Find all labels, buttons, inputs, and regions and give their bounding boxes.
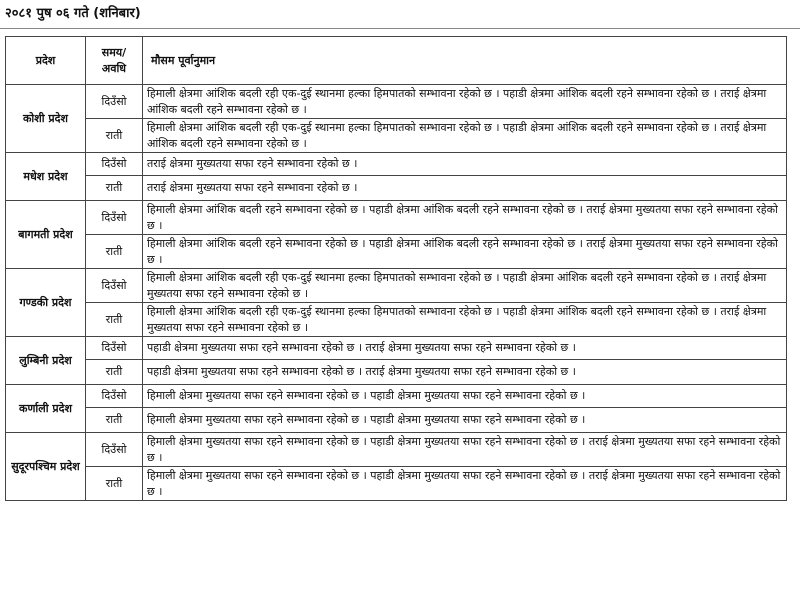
forecast-text: तराई क्षेत्रमा मुख्यतया सफा रहने सम्भावना रहेको छ । — [143, 176, 787, 201]
forecast-text: हिमाली क्षेत्रमा आंशिक बदली रही एक-दुई स्थानमा हल्का हिमपातको सम्भावना रहेको छ । पहाडी क्षेत्रमा आंशिक बदली रहने सम्भावना रहेको छ । तराई क्षेत्रमा मुख्यतया सफा रहने सम्भावना रहेको छ । — [143, 303, 787, 337]
period-label-day: दिउँसो — [86, 337, 143, 360]
period-label-day: दिउँसो — [86, 153, 143, 176]
forecast-text: हिमाली क्षेत्रमा आंशिक बदली रहने सम्भावना रहेको छ । पहाडी क्षेत्रमा आंशिक बदली रहने सम्भावना रहेको छ । तराई क्षेत्रमा मुख्यतया सफा रहने सम्भावना रहेको छ । — [143, 201, 787, 235]
province-name: मधेश प्रदेश — [6, 153, 86, 201]
forecast-text: हिमाली क्षेत्रमा आंशिक बदली रही एक-दुई स्थानमा हल्का हिमपातको सम्भावना रहेको छ । पहाडी क्षेत्रमा आंशिक बदली रहने सम्भावना रहेको छ । तराई क्षेत्रमा मुख्यतया सफा रहने सम्भावना रहेको छ । — [143, 269, 787, 303]
forecast-table — [5, 36, 787, 501]
forecast-text: हिमाली क्षेत्रमा मुख्यतया सफा रहने सम्भावना रहेको छ । पहाडी क्षेत्रमा मुख्यतया सफा रहने सम्भावना रहेको छ । — [143, 408, 787, 433]
forecast-text: हिमाली क्षेत्रमा मुख्यतया सफा रहने सम्भावना रहेको छ । पहाडी क्षेत्रमा मुख्यतया सफा रहने सम्भावना रहेको छ । तराई क्षेत्रमा मुख्यतया सफा रहने सम्भावना रहेको छ । — [143, 467, 787, 501]
period-label-night: राती — [86, 303, 143, 337]
period-label-day: दिउँसो — [86, 201, 143, 235]
table-row — [6, 303, 787, 337]
period-label-day: दिउँसो — [86, 433, 143, 467]
province-name: बागमती प्रदेश — [6, 201, 86, 269]
period-label-day: दिउँसो — [86, 269, 143, 303]
forecast-text: हिमाली क्षेत्रमा आंशिक बदली रही एक-दुई स्थानमा हल्का हिमपातको सम्भावना रहेको छ । पहाडी क्षेत्रमा आंशिक बदली रहने सम्भावना रहेको छ । तराई क्षेत्रमा आंशिक बदली रहने सम्भावना रहेको छ । — [143, 85, 787, 119]
table-row — [6, 433, 787, 467]
period-label-night: राती — [86, 119, 143, 153]
table-row — [6, 337, 787, 360]
forecast-text: हिमाली क्षेत्रमा मुख्यतया सफा रहने सम्भावना रहेको छ । पहाडी क्षेत्रमा मुख्यतया सफा रहने सम्भावना रहेको छ । तराई क्षेत्रमा मुख्यतया सफा रहने सम्भावना रहेको छ । — [143, 433, 787, 467]
province-name: गण्डकी प्रदेश — [6, 269, 86, 337]
table-row — [6, 360, 787, 385]
table-row — [6, 119, 787, 153]
table-header-row — [6, 37, 787, 85]
forecast-text: तराई क्षेत्रमा मुख्यतया सफा रहने सम्भावना रहेको छ । — [143, 153, 787, 176]
province-name: कोशी प्रदेश — [6, 85, 86, 153]
forecast-text: पहाडी क्षेत्रमा मुख्यतया सफा रहने सम्भावना रहेको छ । तराई क्षेत्रमा मुख्यतया सफा रहने सम्भावना रहेको छ । — [143, 360, 787, 385]
forecast-header: मौसम पूर्वानुमान — [143, 37, 787, 85]
forecast-text: हिमाली क्षेत्रमा आंशिक बदली रही एक-दुई स्थानमा हल्का हिमपातको सम्भावना रहेको छ । पहाडी क्षेत्रमा आंशिक बदली रहने सम्भावना रहेको छ । तराई क्षेत्रमा आंशिक बदली रहने सम्भावना रहेको छ । — [143, 119, 787, 153]
date-title: २०८१ पुष ०६ गते (शनिबार) — [5, 6, 141, 21]
period-label-night: राती — [86, 235, 143, 269]
title-divider — [0, 28, 800, 29]
province-name: लुम्बिनी प्रदेश — [6, 337, 86, 385]
forecast-text: हिमाली क्षेत्रमा आंशिक बदली रहने सम्भावना रहेको छ । पहाडी क्षेत्रमा आंशिक बदली रहने सम्भावना रहेको छ । तराई क्षेत्रमा मुख्यतया सफा रहने सम्भावना रहेको छ । — [143, 235, 787, 269]
period-label-night: राती — [86, 408, 143, 433]
table-row — [6, 85, 787, 119]
table-row — [6, 176, 787, 201]
forecast-text: पहाडी क्षेत्रमा मुख्यतया सफा रहने सम्भावना रहेको छ । तराई क्षेत्रमा मुख्यतया सफा रहने सम्भावना रहेको छ । — [143, 337, 787, 360]
period-label-night: राती — [86, 467, 143, 501]
table-row — [6, 201, 787, 235]
province-name: कर्णाली प्रदेश — [6, 385, 86, 433]
table-row — [6, 153, 787, 176]
period-label-night: राती — [86, 360, 143, 385]
table-row — [6, 385, 787, 408]
period-header: समय/ अवधि — [86, 37, 143, 85]
table-row — [6, 408, 787, 433]
period-label-day: दिउँसो — [86, 85, 143, 119]
table-row — [6, 235, 787, 269]
table-row — [6, 467, 787, 501]
table-row — [6, 269, 787, 303]
province-name: सुदूरपश्चिम प्रदेश — [6, 433, 86, 501]
period-label-day: दिउँसो — [86, 385, 143, 408]
period-label-night: राती — [86, 176, 143, 201]
province-header: प्रदेश — [6, 37, 86, 85]
forecast-text: हिमाली क्षेत्रमा मुख्यतया सफा रहने सम्भावना रहेको छ । पहाडी क्षेत्रमा मुख्यतया सफा रहने सम्भावना रहेको छ । — [143, 385, 787, 408]
